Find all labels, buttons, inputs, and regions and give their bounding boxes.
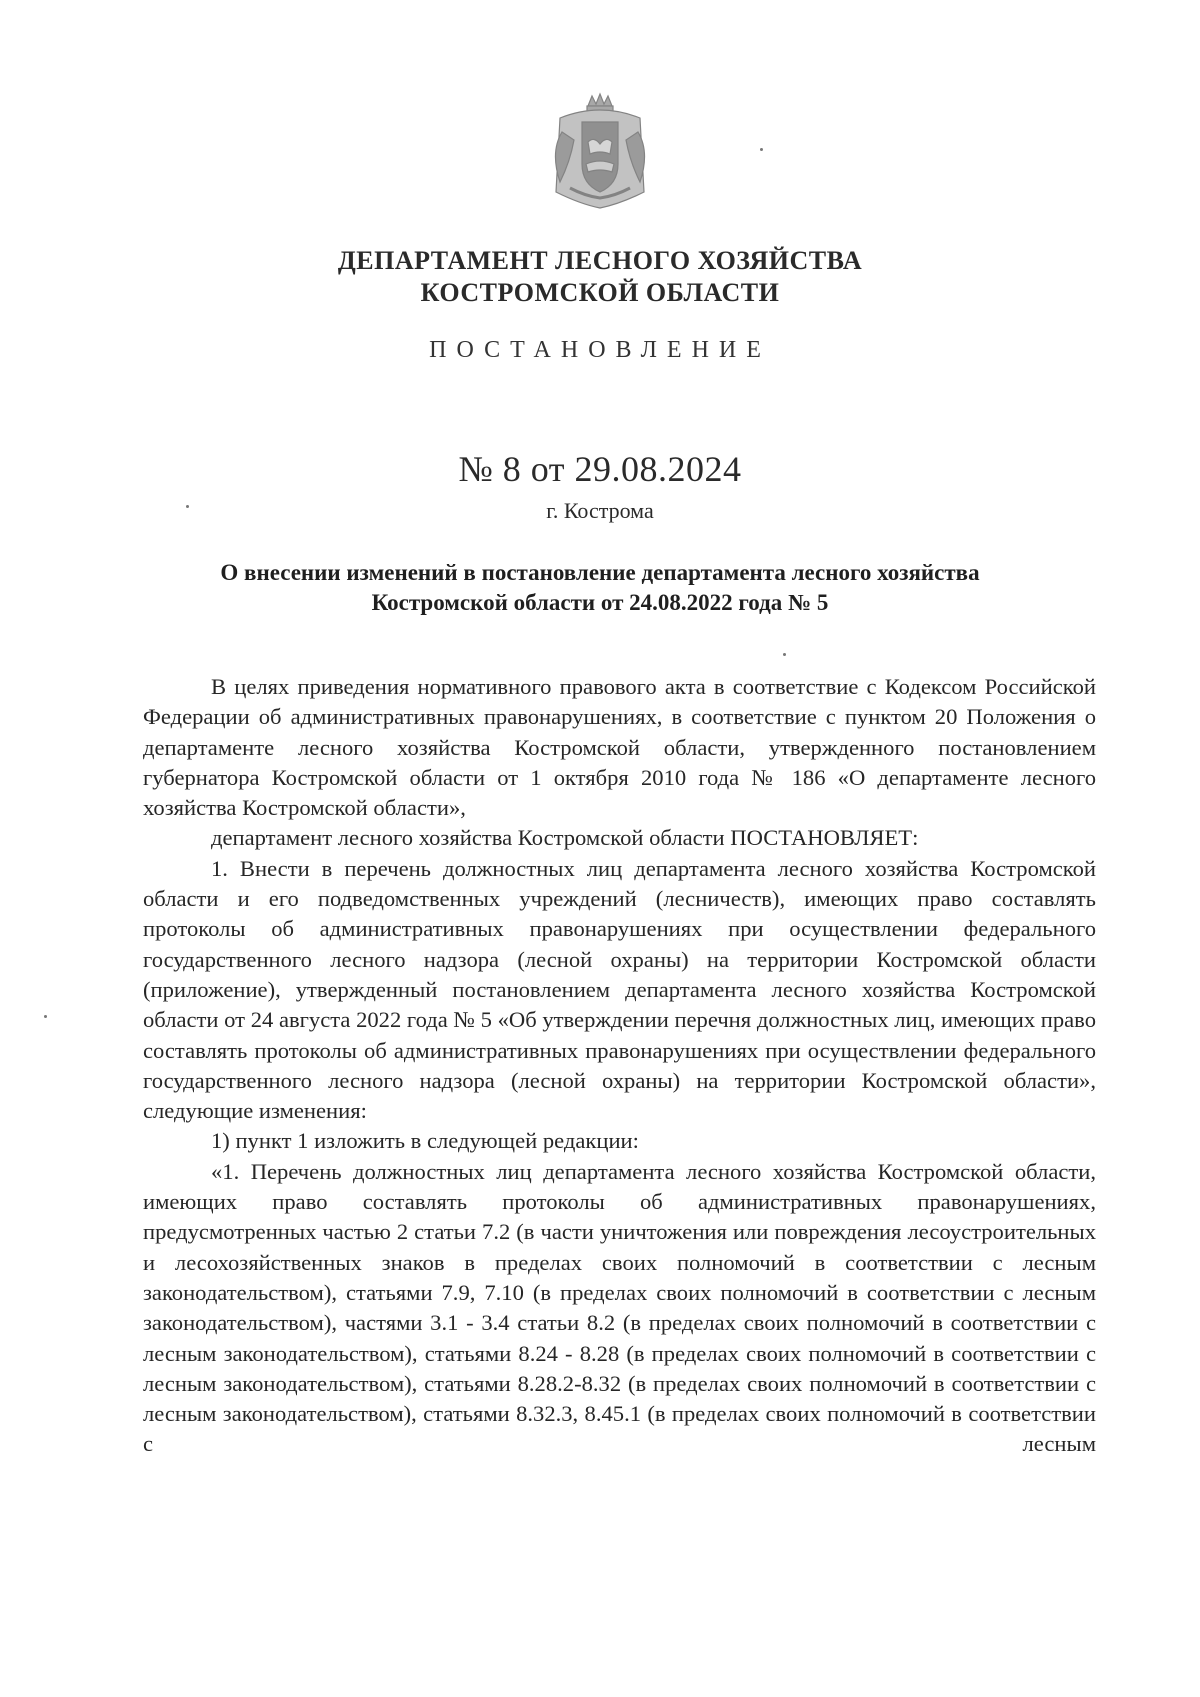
document-body [143,672,1096,1460]
org-name-line1: ДЕПАРТАМЕНТ ЛЕСНОГО ХОЗЯЙСТВА [337,246,863,275]
paragraph-preamble: В целях приведения нормативного правового акта в соответствие с Кодексом Российской Федерации об административных правонарушениях, в соответствие с пунктом 20 Положения о департаменте лесного хозяйства Костромской области, утвержденного постановлением губернатора Костромской области от 1 октября 2010 года № 186 «О департаменте лесного хозяйства Костромской области», [143,674,1096,821]
paragraph-subitem-1: 1) пункт 1 изложить в следующей редакции: [211,1128,639,1154]
document-number: № 8 от 29.08.2024 [458,449,742,489]
paragraph-new-wording: «1. Перечень должностных лиц департамента лесного хозяйства Костромской области, имеющих право составлять протоколы об административных правонарушениях, предусмотренных частью 2 статьи 7.2 (в части уничтожения или повреждения лесоустроительных и лесохозяйственных знаков в пределах своих полномочий в соответствии с лесным законодательством), статьями 7.9, 7.10 (в пределах своих полномочий в соответствии с лесным законодательством), частями 3.1 - 3.4 статьи 8.2 (в пределах своих полномочий в соответствии с лесным законодательством), статьями 8.24 - 8.28 (в пределах своих полномочий в соответствии с лесным законодательством), статьями 8.28.2-8.32 (в пределах своих полномочий в соответствии с лесным законодательством), статьями 8.32.3, 8.45.1 (в пределах своих полномочий в соответствии с лесным [143,1158,1096,1457]
org-name-line2: КОСТРОМСКОЙ ОБЛАСТИ [420,278,780,307]
scan-speck [760,148,763,151]
paragraph-resolves: департамент лесного хозяйства Костромской области ПОСТАНОВЛЯЕТ: [211,825,919,851]
document-title-line1: О внесении изменений в постановление департамента лесного хозяйства [220,560,980,585]
paragraph-item-1: 1. Внести в перечень должностных лиц департамента лесного хозяйства Костромской области и его подведомственных учреждений (лесничеств), имеющих право составлять протоколы об административных правонарушениях при осуществлении федерального государственного лесного надзора (лесной охраны) на территории Костромской области (приложение), утвержденный постановлением департамента лесного хозяйства Костромской области от 24 августа 2022 года № 5 «Об утверждении перечня должностных лиц, имеющих право составлять протоколы об административных правонарушениях при осуществлении федерального государственного лесного надзора (лесной охраны) на территории Костромской области», следующие изменения: [143,855,1096,1124]
scan-speck [783,653,786,656]
document-type: ПОСТАНОВЛЕНИЕ [429,337,771,363]
scan-speck [186,505,189,508]
scan-speck [44,1015,47,1018]
coat-of-arms-icon [540,92,660,212]
city: г. Кострома [546,498,654,523]
document-title-line2: Костромской области от 24.08.2022 года № 5 [371,590,829,615]
